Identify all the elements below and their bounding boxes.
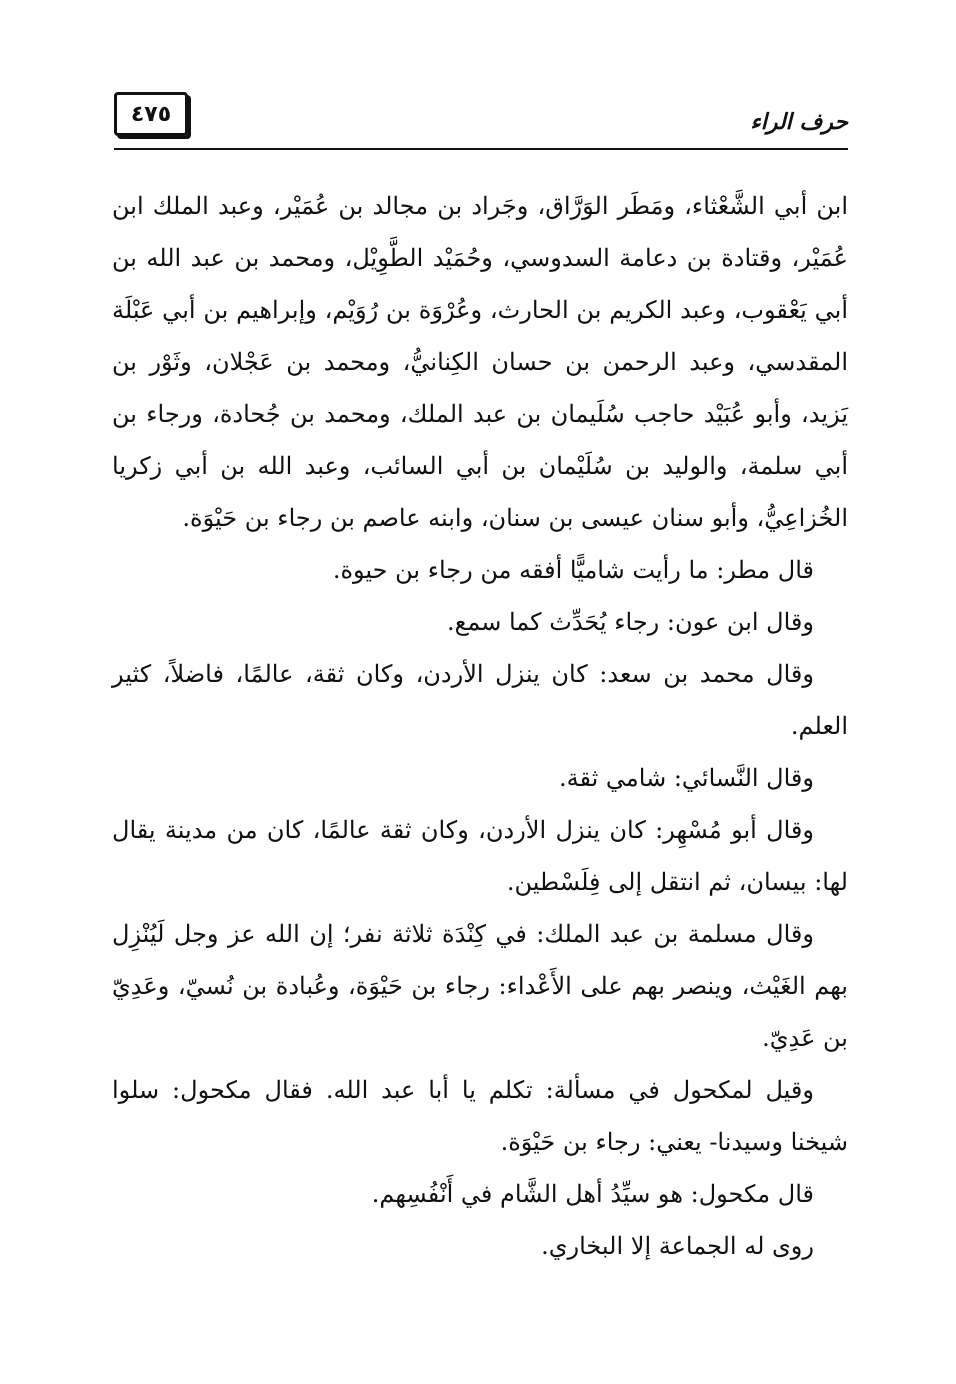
paragraph-makhul-question: وقيل لمكحول في مسألة: تكلم يا أبا عبد الله. فقال مكحول: سلوا شيخنا وسيدنا- يعني: رجاء بن حَيْوَة. <box>112 1076 848 1156</box>
paragraph-maslama-quote: وقال مسلمة بن عبد الملك: في كِنْدَة ثلاثة نفر؛ إن الله عز وجل لَيُنْزِل بهم الغَيْث، وينصر بهم على الأَعْداء: رجاء بن حَيْوَة، وعُبادة بن نُسيّ، وعَدِيّ بن عَدِيّ. <box>112 920 848 1052</box>
paragraph-matar-quote: قال مطر: ما رأيت شاميًّا أفقه من رجاء بن حيوة. <box>332 556 814 584</box>
paragraph-makhul-quote: قال مكحول: هو سيِّدُ أهل الشَّام في أَنْفُسِهم. <box>371 1180 814 1208</box>
running-head: حرف الراء <box>750 110 848 135</box>
paragraph-narrated-by: روى له الجماعة إلا البخاري. <box>541 1232 814 1260</box>
paragraph-narrators: ابن أبي الشَّعْثاء، ومَطَر الوَرَّاق، وجَراد بن مجالد بن عُمَيْر، وعبد الملك ابن عُمَيْر، وقتادة بن دعامة السدوسي، وحُمَيْد الطَّوِيْل، ومحمد بن عبد الله بن أبي يَعْقوب، وعبد الكريم بن الحارث، وعُرْوَة بن رُوَيْم، وإبراهيم بن أبي عَبْلَة المقدسي، وعبد الرحمن بن حسان الكِنانيُّ، ومحمد بن عَجْلان، وثَوْر بن يَزيد، وأبو عُبَيْد حاجب سُلَيمان بن عبد الملك، ومحمد بن جُحادة، ورجاء بن أبي سلمة، والوليد بن سُلَيْمان بن أبي السائب، وعبد الله بن أبي زكريا الخُزاعِيُّ، وأبو سنان عيسى بن سنان، وابنه عاصم بن رجاء بن حَيْوَة. <box>112 192 848 532</box>
paragraph-ibn-sad-quote: وقال محمد بن سعد: كان ينزل الأردن، وكان ثقة، عالمًا، فاضلاً، كثير العلم. <box>112 660 848 740</box>
paragraph-abu-mushir-quote: وقال أبو مُسْهِر: كان ينزل الأردن، وكان ثقة عالمًا، كان من مدينة يقال لها: بيسان، ثم انتقل إلى فِلَسْطين. <box>112 816 848 896</box>
paragraph-nasai-quote: وقال النَّسائي: شامي ثقة. <box>558 764 814 792</box>
page-body <box>112 180 848 1272</box>
page-header <box>114 92 848 158</box>
header-rule <box>114 148 848 150</box>
paragraph-ibn-awn-quote: وقال ابن عون: رجاء يُحَدِّث كما سمع. <box>446 608 814 636</box>
page-number: ٤٧٥ <box>114 92 188 136</box>
